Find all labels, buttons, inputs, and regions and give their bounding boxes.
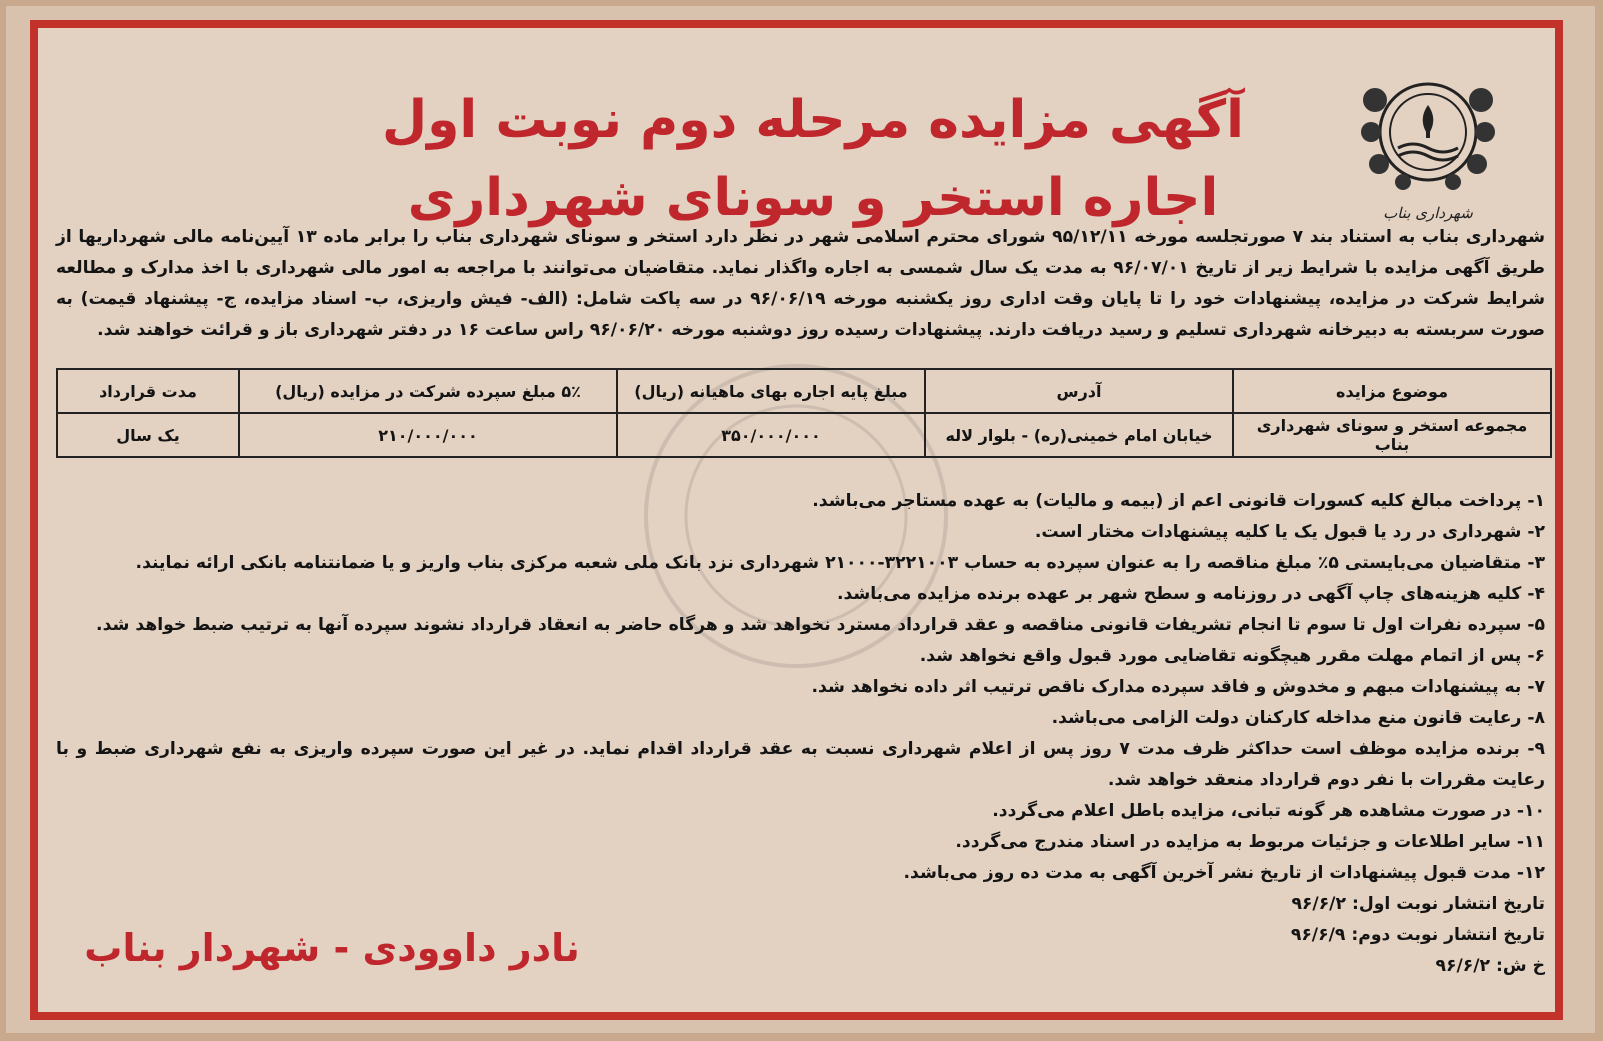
term-item-8: ۸- رعایت قانون منع مداخله کارکنان دولت الزامی می‌باشد. [1051, 708, 1545, 728]
publication-date-first: تاریخ انتشار نوبت اول: ۹۶/۶/۲ [1291, 894, 1545, 914]
newspaper-page [6, 6, 1595, 1033]
cell-deposit: ۲۱۰/۰۰۰/۰۰۰ [239, 413, 617, 457]
term-item-4: ۴- کلیه هزینه‌های چاپ آگهی در روزنامه و سطح شهر بر عهده برنده مزایده می‌باشد. [836, 584, 1545, 604]
col-deposit: ۵٪ مبلغ سپرده شرکت در مزایده (ریال) [239, 369, 617, 413]
mayor-signature: نادر داوودی - شهردار بناب [84, 926, 580, 970]
publication-date-second: تاریخ انتشار نوبت دوم: ۹۶/۶/۹ [1290, 925, 1545, 945]
term-item-3: ۳- متقاضیان می‌بایستی ۵٪ مبلغ مناقصه را به عنوان سپرده به حساب ۳۲۲۱۰۰۳-۲۱۰۰۰ شهرداری نزد بانک ملی شعبه مرکزی بناب واریز و یا ضمانتنامه بانکی ارائه نمایند. [135, 553, 1545, 573]
col-duration: مدت قرارداد [57, 369, 239, 413]
term-item-11: ۱۱- سایر اطلاعات و جزئیات مربوط به مزایده در اسناد مندرج می‌گردد. [955, 832, 1545, 852]
term-item-10: ۱۰- در صورت مشاهده هر گونه تبانی، مزایده باطل اعلام می‌گردد. [992, 801, 1545, 821]
cell-duration: یک سال [57, 413, 239, 457]
notice-title-line1: آگهی مزایده مرحله دوم نوبت اول [381, 90, 1244, 150]
term-item-6: ۶- پس از اتمام مهلت مقرر هیچگونه تقاضایی مورد قبول واقع نخواهد شد. [919, 646, 1545, 666]
col-base-rent: مبلغ پایه اجاره بهای ماهیانه (ریال) [617, 369, 925, 413]
notice-title-line2: اجاره استخر و سونای شهرداری [407, 168, 1219, 228]
term-item-7: ۷- به پیشنهادات مبهم و مخدوش و فاقد سپرده مدارک ناقص ترتیب اثر داده نخواهد شد. [811, 677, 1545, 697]
table-header-row [57, 369, 1551, 413]
municipality-logo [1353, 70, 1503, 220]
terms-list [56, 486, 1545, 982]
auction-table [56, 368, 1552, 458]
cell-subject: مجموعه استخر و سونای شهرداری بناب [1233, 413, 1551, 457]
table-row [57, 413, 1551, 457]
term-item-5: ۵- سپرده نفرات اول تا سوم تا انجام تشریفات قانونی مناقصه و عقد قرارداد مسترد نخواهد شد و هرگاه حاضر به انعقاد قرارداد نشوند سپرده آنها به ترتیب ضبط خواهد شد. [96, 615, 1545, 635]
term-item-12: ۱۲- مدت قبول پیشنهادات از تاریخ نشر آخرین آگهی به مدت ده روز می‌باشد. [903, 863, 1545, 883]
term-item-9: ۹- برنده مزایده موظف است حداکثر ظرف مدت ۷ روز پس از اعلام شهرداری نسبت به عقد قرارداد اقدام نماید. در غیر این صورت سپرده واریزی به نفع شهرداری ضبط و با رعایت مقررات با نفر دوم قرارداد منعقد خواهد شد. [56, 739, 1545, 790]
intro-paragraph: شهرداری بناب به استناد بند ۷ صورتجلسه مورخه ۹۵/۱۲/۱۱ شورای محترم اسلامی شهر در نظر دارد استخر و سونای شهرداری بناب را برابر ماده ۱۳ آیین‌نامه مالی شهرداریها از طریق آگهی مزایده با شرایط زیر از تاریخ ۹۶/۰۷/۰۱ به مدت یک سال شمسی به اجاره واگذار نماید. متقاضیان می‌توانند با مراجعه به امور مالی شهرداری با اخذ مدارک و مطالعه شرایط شرکت در مزایده، پیشنهادات خود را تا پایان وقت اداری روز یکشنبه مورخه ۹۶/۰۶/۱۹ در سه پاکت شامل: (الف- فیش واریزی، ب- اسناد مزایده، ج- پیشنهاد قیمت) به صورت سربسته به دبیرخانه شهرداری تسلیم و رسید دریافت دارند. پیشنهادات رسیده روز دوشنبه مورخه ۹۶/۰۶/۲۰ راس ساعت ۱۶ در دفتر شهرداری باز و قرائت خواهند شد. [56, 227, 1546, 340]
col-address: آدرس [925, 369, 1233, 413]
logo-caption: شهرداری بناب [1383, 204, 1473, 222]
publication-code: خ ش: ۹۶/۶/۲ [1435, 956, 1545, 976]
col-subject: موضوع مزایده [1233, 369, 1551, 413]
cell-address: خیابان امام خمینی(ره) - بلوار لاله [925, 413, 1233, 457]
municipality-emblem-icon [1353, 70, 1503, 200]
term-item-2: ۲- شهرداری در رد یا قبول یک یا کلیه پیشنهادات مختار است. [1034, 522, 1545, 542]
cell-base-rent: ۳۵۰/۰۰۰/۰۰۰ [617, 413, 925, 457]
term-item-1: ۱- پرداخت مبالغ کلیه کسورات قانونی اعم از (بیمه و مالیات) به عهده مستاجر می‌باشد. [812, 491, 1545, 511]
